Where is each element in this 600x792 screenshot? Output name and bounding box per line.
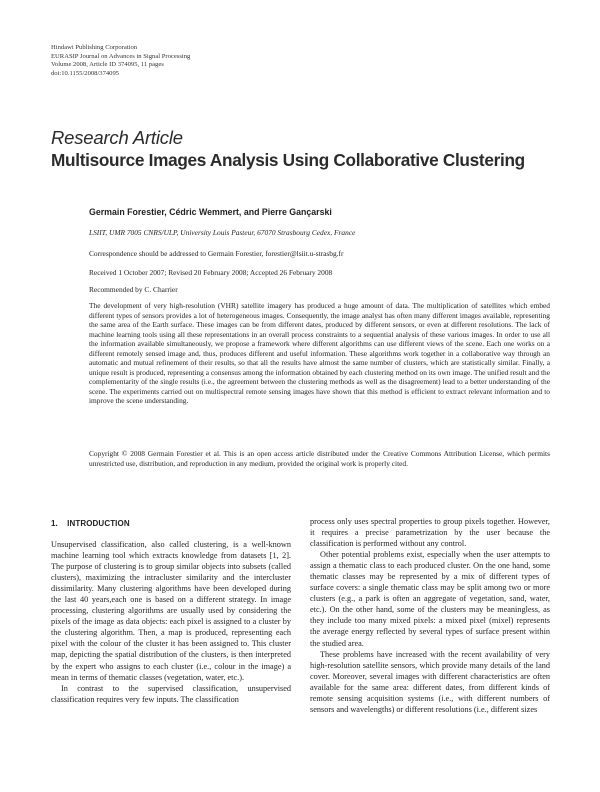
header-publisher: Hindawi Publishing Corporation: [51, 44, 138, 51]
header-journal: EURASIP Journal on Advances in Signal Processing: [51, 52, 191, 60]
affiliation: LSIIT, UMR 7005 CNRS/ULP, University Louis Pasteur, 67070 Strasbourg Cedex, France: [89, 228, 356, 237]
copyright-notice: Copyright © 2008 Germain Forestier et al. This is an open access article distributed under the Creative Commons Attribution License, which permits unrestricted use, distribution, and reproduction in any medium, provided the original work is properly cited.: [89, 449, 550, 468]
paragraph: Unsupervised classification, also called clustering, is a well-known machine learning tool which extracts knowledge from datasets [1, 2]. The purpose of clustering is to group similar objects into subsets (called clusters), maximizing the intracluster similarity and the intercluster dissimilarity. Many clustering algorithms have been developed during the last 40 years,each one is based on a different strategy. In image processing, clustering algorithms are usually used by considering the pixels of the image as data objects: each pixel is assigned to a cluster by the clustering algorithm. Then, a map is produced, representing each pixel with the colour of the cluster it has been assigned to. This cluster map, depicting the spatial distribution of the clusters, is then interpreted by the expert who assigns to each cluster (i.e., colour in the image) a mean in terms of thematic classes (vegetation, water, etc.).: [51, 540, 291, 682]
header-volume: Volume 2008, Article ID 374095, 11 pages: [51, 61, 164, 69]
paragraph: In contrast to the supervised classification, unsupervised classification requires very few inputs. The classification: [51, 683, 291, 704]
abstract: The development of very high-resolution (VHR) satellite imagery has produced a huge amount of data. The multiplication of satellites which embed different types of sensors provides a lot of heterogeneous images. Consequently, the image analyst has often many different images available, representing the same area of the Earth surface. These images can be from different dates, produced by different sensors, or even at different resolutions. The lack of machine learning tools using all these representations in an overall process constraints to a sequential analysis of these various images. In order to use all the information available simultaneously, we propose a framework where different algorithms can use different views of the scene. Each one works on a different remotely sensed image and, thus, produces different and useful information. These algorithms work together in a collaborative way through an automatic and mutual refinement of their results, so that all the results have almost the same number of clusters, which are statistically similar. Finally, a unique result is produced, representing a consensus among the information obtained by each clustering method on its own image. The unified result and the complementarity of the single results (i.e., the agreement between the clustering methods as well as the disagreement) lead to a better understanding of the scene. The experiments carried out on multispectral remote sensing images have shown that this method is efficient to extract relevant information and to improve the scene understanding.: [89, 301, 550, 406]
paragraph: Other potential problems exist, especially when the user attempts to assign a thematic class to each produced cluster. On the one hand, some thematic classes may be represented by a mix of different types of surface covers: a single thematic class may be split among two or more clusters (e.g., a park is often an aggregate of vegetation, sand, water, etc.). On the other hand, some of the clusters may be meaningless, as they include too many mixed pixels: a mixed pixel (mixel) represents the average energy reflected by several types of surface present within the studied area.: [310, 550, 550, 648]
body-column-left: [51, 539, 291, 705]
submission-dates: Received 1 October 2007; Revised 20 February 2008; Accepted 26 February 2008: [89, 268, 333, 277]
paper-title: Multisource Images Analysis Using Collaborative Clustering: [51, 150, 525, 170]
header-doi: doi:10.1155/2008/374095: [51, 69, 120, 77]
correspondence: Correspondence should be addressed to Germain Forestier, forestier@lsiit.u-strasbg.fr: [89, 249, 344, 258]
article-type: Research Article: [51, 127, 183, 148]
section-number: 1.: [51, 519, 58, 528]
recommended-by: Recommended by C. Charrier: [89, 285, 178, 294]
paragraph: These problems have increased with the recent availability of very high-resolution satellite sensors, which provide many details of the land cover. Moreover, several images with different characteristics are often available for the same area: different dates, from different kinds of remote sensing acquisition systems (i.e., with different numbers of sensors and wavelengths) or different resolutions (i.e., different sizes: [310, 649, 550, 714]
body-column-right: [310, 516, 550, 715]
section-heading-introduction: [51, 519, 130, 528]
paragraph: process only uses spectral properties to group pixels together. However, it requires a precise parametrization by the user because the classification is performed without any control.: [310, 517, 550, 549]
author-list: Germain Forestier, Cédric Wemmert, and Pierre Gançarski: [89, 207, 332, 217]
section-title: INTRODUCTION: [67, 519, 130, 528]
journal-header: [51, 44, 190, 78]
